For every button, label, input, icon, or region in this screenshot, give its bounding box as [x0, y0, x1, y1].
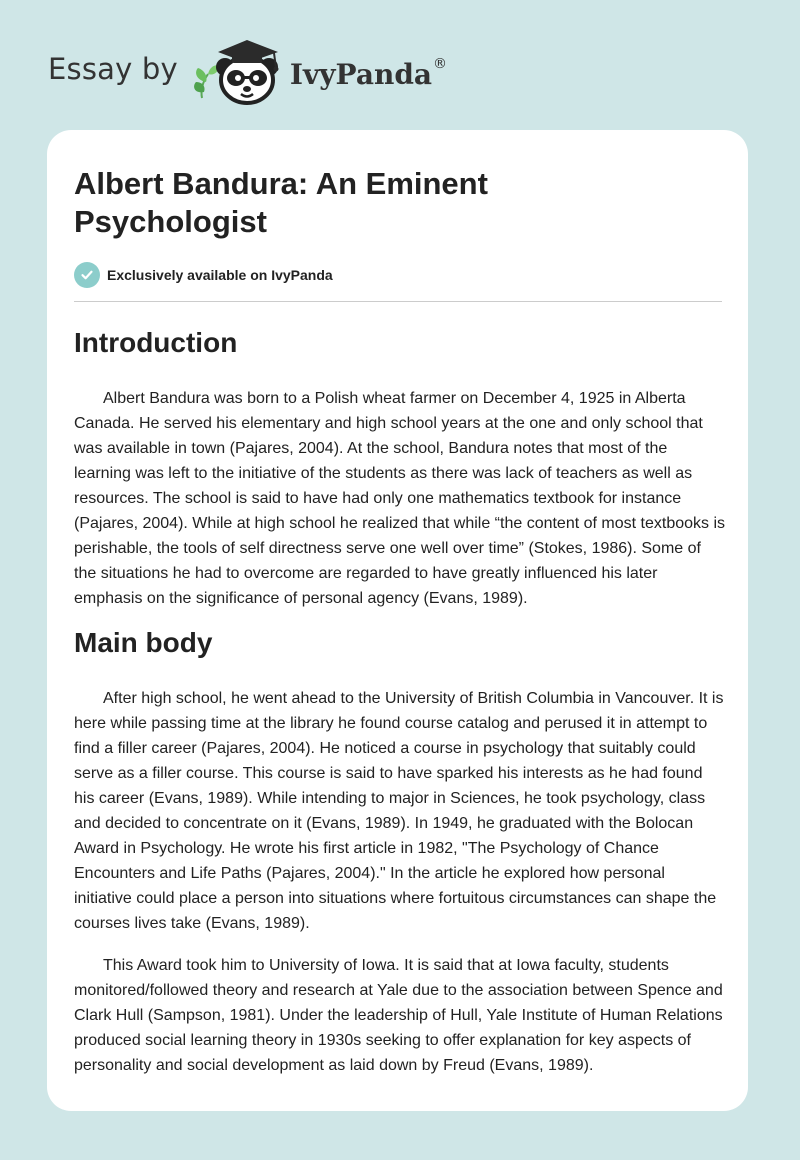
exclusive-label: Exclusively available on IvyPanda	[107, 267, 333, 283]
paragraph: After high school, he went ahead to the University of British Columbia in Vancouver. It is here while passing time at the library he found course catalog and perused it in attempt to find a filler career (Pajares, 2004). He noticed a course in psychology that suitably could serve as a filler course. This course is said to have sparked his interests as he had found his career (Evans, 1989). While intending to major in Sciences, he took psychology, class and decided to concentrate on it (Evans, 1989). In 1949, he graduated with the Bolocan Award in Psychology. He wrote his first article in 1982, "The Psychology of Chance Encounters and Life Paths (Pajares, 2004)." In the article he explored how personal initiative could place a person into situations where fortuitous circumstances can shape the courses lives take (Evans, 1989).	[74, 690, 724, 932]
essay-card	[47, 130, 748, 1111]
section-introduction	[74, 326, 726, 611]
section-main-body	[74, 626, 722, 1078]
brand-name[interactable]: IvyPanda	[289, 57, 433, 91]
paragraph: This Award took him to University of Iowa. It is said that at Iowa faculty, students monitored/followed theory and research at Yale due to the association between Spence and Clark Hull (Sampson, 1981). Under the leadership of Hull, Yale Institute of Human Relations produced social learning theory in 1930s seeking to offer explanation for key aspects of personality and social development as laid down by Freud (Evans, 1989).	[74, 957, 723, 1074]
check-icon	[74, 262, 100, 288]
essay-by-label: Essay by	[48, 52, 178, 86]
exclusive-notice	[74, 262, 722, 288]
page-title: Albert Bandura: An Eminent Psychologist	[74, 166, 488, 239]
registered-mark: ®	[433, 56, 448, 72]
section-heading: Main body	[74, 627, 213, 658]
paragraph: Albert Bandura was born to a Polish wheat farmer on December 4, 1925 in Alberta Canada. He served his elementary and high school years at the one and only school that was available in town (Pajares, 2004). At the school, Bandura notes that most of the learning was left to the initiative of the students as there was lack of teachers as well as resources. The school is said to have had only one mathematics textbook for instance (Pajares, 2004). While at high school he realized that while “the content of most textbooks is perishable, the tools of self directness serve one well over time” (Stokes, 1986). Some of the situations he had to overcome are regarded to have greatly influenced his later emphasis on the significance of personal agency (Evans, 1989).	[74, 390, 726, 607]
section-heading: Introduction	[74, 327, 238, 358]
site-header	[48, 36, 447, 106]
panda-logo-icon[interactable]	[194, 36, 286, 106]
divider	[74, 301, 722, 302]
